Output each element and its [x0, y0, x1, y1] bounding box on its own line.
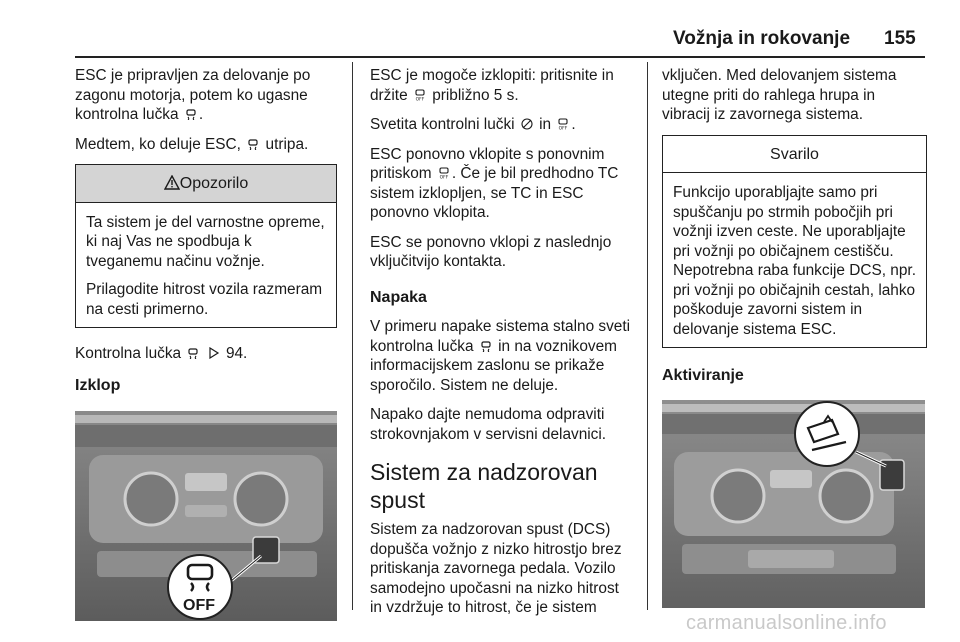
column-divider-1 [352, 62, 353, 610]
esc-car-skid-icon [480, 340, 492, 352]
esc-off-button-icon [414, 89, 426, 101]
dashboard-illustration [75, 411, 337, 621]
warning-header [76, 165, 336, 203]
heading-izklop: Izklop [75, 376, 121, 394]
page-reference-link[interactable]: 94. [225, 345, 248, 362]
warning-title: Opozorilo [179, 175, 249, 192]
esc-off-button-icon [438, 167, 450, 179]
esc-reenable-paragraph: ESC ponovno vklopite s ponovnim pritiskom OFF . Če je bil predhodno TC sistem izklopljen, se TC in ESC ponovno vklopita. [370, 145, 619, 221]
warning-box [75, 164, 337, 328]
esc-off-indicator-icon [557, 118, 569, 130]
header-rule [75, 56, 925, 58]
dcs-noise-paragraph: vključen. Med delovanjem sistema utegne priti do rahlega hrupa in vibracij iz zavornega sistema. [662, 67, 897, 123]
page-number: 155 [884, 28, 916, 49]
tc-off-icon [521, 118, 533, 130]
esc-active-paragraph: Medtem, ko deluje ESC, utripa. [75, 135, 309, 153]
esc-disable-paragraph: ESC je mogoče izklopiti: pritisnite in držite OFF približno 5 s. [370, 67, 614, 104]
dcs-intro-paragraph: Sistem za nadzorovan spust (DCS) dopušča vožnjo z nizko hitrostjo brez pritiskanja zavornega pedala. Vozilo samodejno upočasni na nizko hitrost in vzdržuje to hitrost, če je sistem [370, 521, 622, 616]
esc-off-callout-label: OFF [183, 597, 215, 614]
fault-paragraph: V primeru napake sistema stalno sveti kontrolna lučka in na voznikovem informacijskem zaslonu se prikaže sporočilo. Sistem ne deluje. [370, 318, 631, 394]
heading-sistem-nadzorovan-spust: Sistem za nadzorovan spust [370, 459, 598, 513]
column-1 [75, 66, 337, 621]
column-divider-2 [647, 62, 648, 610]
fault-service-paragraph: Napako dajte nemudoma odpraviti strokovnjakom v servisni delavnici. [370, 406, 607, 443]
warning-triangle-icon [164, 175, 180, 190]
esc-ready-paragraph: ESC je pripravljen za delovanje po zagonu motorja, potem ko ugasne kontrolna lučka . [75, 67, 311, 123]
esc-car-skid-icon [185, 108, 197, 120]
caution-header: Svarilo [663, 136, 926, 174]
dashboard-illustration [662, 400, 925, 608]
watermark: carmanualsonline.info [686, 612, 887, 634]
esc-car-skid-icon [187, 347, 199, 359]
heading-napaka: Napaka [370, 288, 427, 306]
indicator-reference: Kontrolna lučka 94. [75, 345, 248, 362]
esc-ignition-paragraph: ESC se ponovno vklopi z naslednjo vključitvijo kontakta. [370, 233, 612, 270]
caution-box [662, 135, 927, 349]
esc-car-skid-icon [247, 138, 259, 150]
caution-text: Funkcijo uporabljajte samo pri spuščanju po strmih pobočjih pri vožnji izven ceste. Ne uporabljajte pri vožnji po običajnem cestišču. Nepotrebna raba funkcije DCS, npr. pri vožnji po običajnih cestah, lahko poškoduje zavorni sistem in delovanje sistema ESC. [673, 184, 916, 338]
dcs-button-photo [662, 400, 925, 608]
indicator-lights-paragraph: Svetita kontrolni lučki in OFF . [370, 116, 576, 133]
column-2 [370, 66, 635, 628]
svg-text:OFF: OFF [439, 175, 449, 179]
warning-text-1: Ta sistem je del varnostne opreme, ki naj Vas ne spodbuja k tveganemu načinu vožnje. [86, 213, 325, 270]
page-header-title: Vožnja in rokovanje [673, 28, 851, 49]
heading-aktiviranje: Aktiviranje [662, 367, 744, 384]
warning-text-2: Prilagodite hitrost vozila razmeram na cesti primerno. [86, 281, 323, 318]
svg-text:OFF: OFF [415, 97, 425, 101]
svg-text:OFF: OFF [559, 126, 568, 130]
page-reference-arrow-icon [208, 347, 220, 359]
column-3 [662, 66, 927, 608]
esc-off-button-photo [75, 411, 337, 621]
